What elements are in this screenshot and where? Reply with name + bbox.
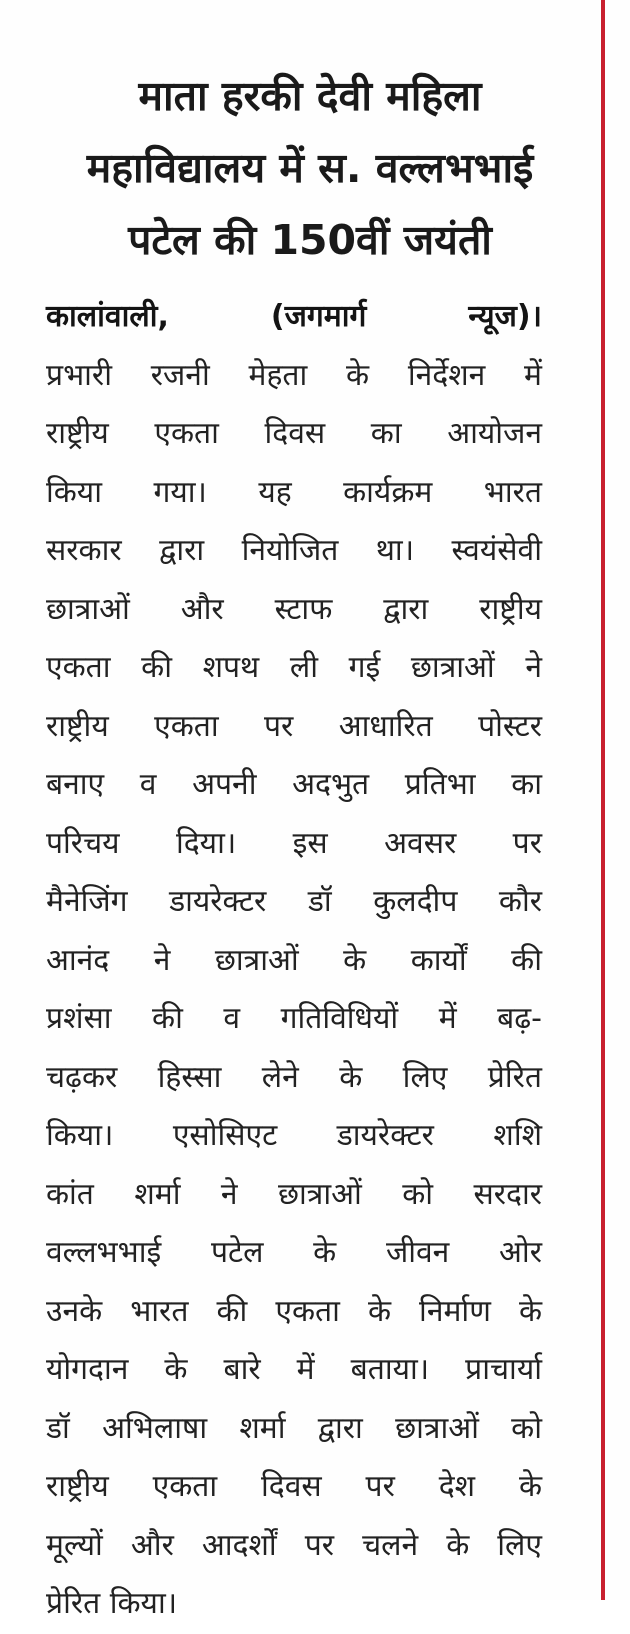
headline bbox=[40, 60, 580, 276]
body-line: परिचय दिया। इस अवसर पर bbox=[46, 825, 542, 861]
body-line: किया। एसोसिएट डायरेक्टर शशि bbox=[46, 1118, 542, 1153]
body-line: मूल्यों और आदर्शों पर चलने के लिए bbox=[46, 1527, 542, 1563]
body-line: राष्ट्रीय एकता पर आधारित पोस्टर bbox=[46, 708, 542, 744]
body-line: प्रेरित किया। bbox=[46, 1586, 178, 1621]
column-rule bbox=[601, 0, 605, 1600]
headline-line-2: महाविद्यालय में स. वल्लभभाई bbox=[86, 144, 534, 192]
body-line: चढ़कर हिस्सा लेने के लिए प्रेरित bbox=[46, 1059, 542, 1095]
body-line: किया गया। यह कार्यक्रम भारत bbox=[46, 474, 542, 510]
body-line: राष्ट्रीय एकता दिवस का आयोजन bbox=[46, 416, 542, 451]
body-line: उनके भारत की एकता के निर्माण के bbox=[46, 1293, 542, 1329]
body-line: एकता की शपथ ली गई छात्राओं ने bbox=[46, 650, 542, 685]
body-line: प्रभारी रजनी मेहता के निर्देशन में bbox=[46, 357, 542, 393]
dateline: कालांवाली, (जगमार्ग न्यूज)। bbox=[46, 299, 542, 334]
article-body bbox=[46, 288, 542, 1634]
body-line: सरकार द्वारा नियोजित था। स्वयंसेवी bbox=[46, 533, 542, 568]
body-line: प्रशंसा की व गतिविधियों में बढ़- bbox=[46, 1001, 542, 1036]
headline-line-1: माता हरकी देवी महिला bbox=[138, 72, 482, 120]
body-line: योगदान के बारे में बताया। प्राचार्या bbox=[46, 1352, 542, 1387]
body-line: डॉ अभिलाषा शर्मा द्वारा छात्राओं को bbox=[46, 1410, 542, 1446]
body-line: कांत शर्मा ने छात्राओं को सरदार bbox=[46, 1176, 542, 1212]
headline-line-3: पटेल की 150वीं जयंती bbox=[128, 216, 492, 264]
body-line: वल्लभभाई पटेल के जीवन ओर bbox=[46, 1235, 542, 1270]
body-line: बनाए व अपनी अदभुत प्रतिभा का bbox=[46, 767, 542, 802]
body-line: छात्राओं और स्टाफ द्वारा राष्ट्रीय bbox=[46, 591, 542, 627]
body-line: राष्ट्रीय एकता दिवस पर देश के bbox=[46, 1469, 542, 1504]
body-line: आनंद ने छात्राओं के कार्यों की bbox=[46, 942, 542, 978]
body-line: मैनेजिंग डायरेक्टर डॉ कुलदीप कौर bbox=[46, 884, 542, 919]
